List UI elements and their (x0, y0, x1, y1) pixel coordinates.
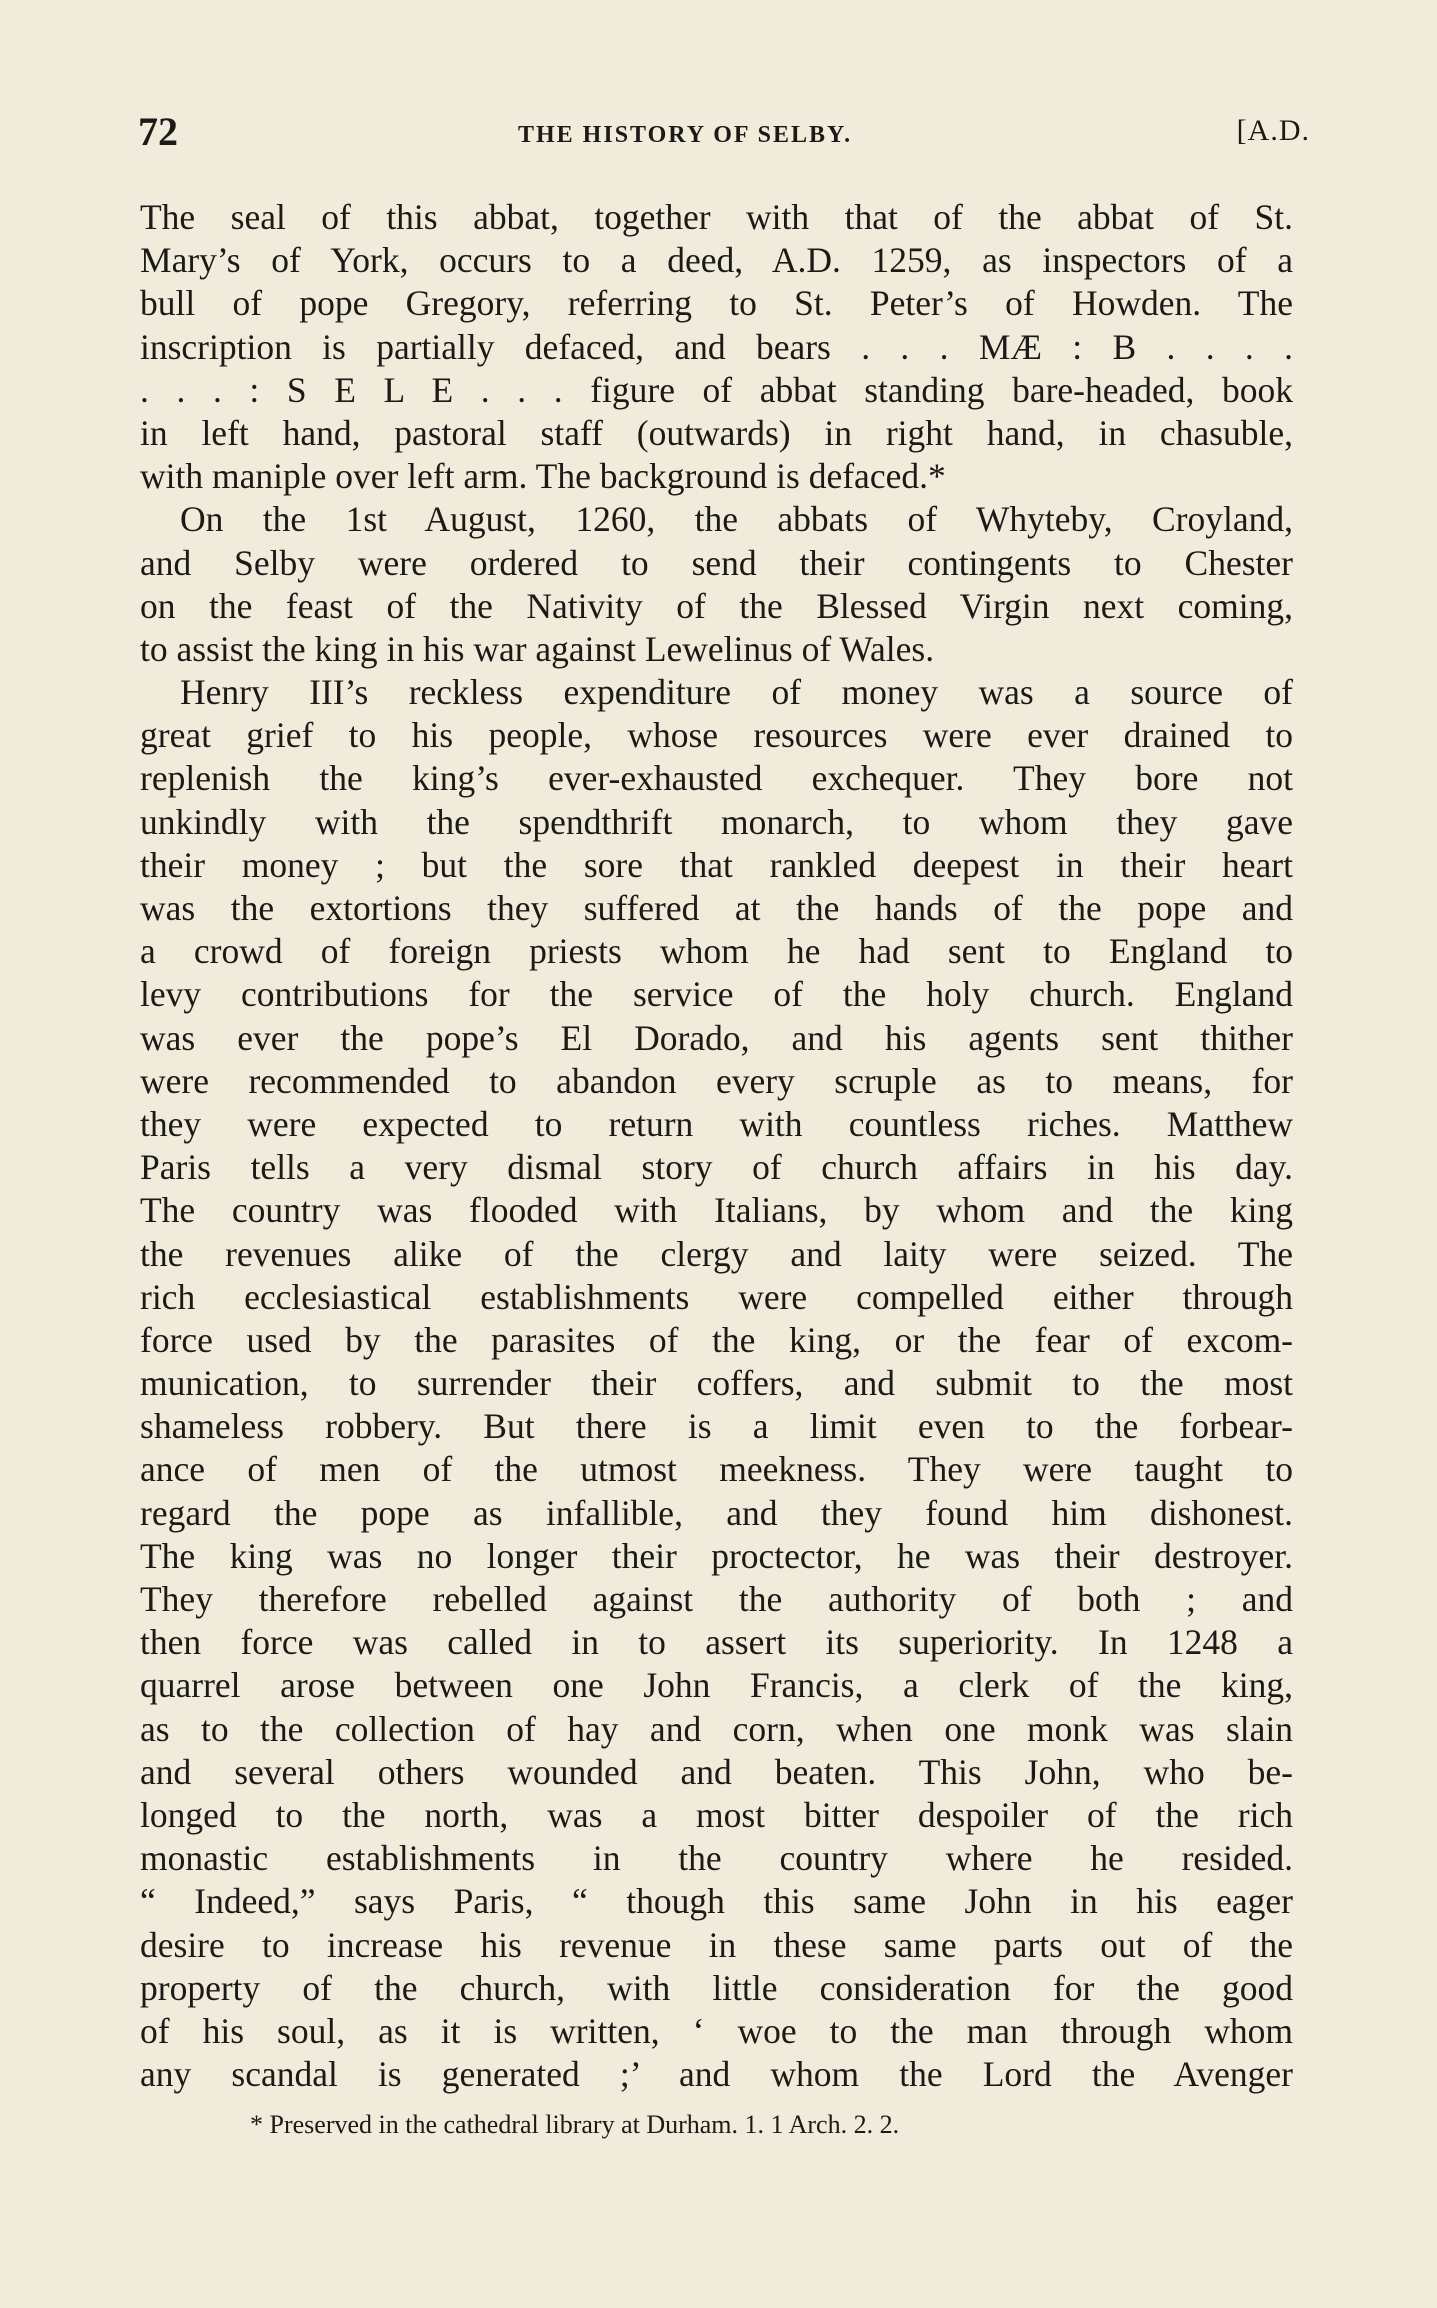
text-line: munication, to surrender their coffers, and submit to the most (140, 1363, 1293, 1404)
page-number: 72 (138, 109, 178, 154)
text-line: monastic establishments in the country where he resided. (140, 1838, 1293, 1879)
text-line: regard the pope as infallible, and they found him dishonest. (140, 1492, 1293, 1533)
text-line: were recommended to abandon every scruple as to means, for (140, 1060, 1293, 1101)
text-line: any scandal is generated ;’ and whom the Lord the Avenger (140, 2054, 1293, 2095)
text-line: levy contributions for the service of the holy church. England (140, 974, 1293, 1015)
text-line: desire to increase his revenue in these same parts out of the (140, 1924, 1293, 1965)
text-line: with maniple over left arm. The background is defaced.* (140, 456, 946, 497)
running-title: THE HISTORY OF SELBY. (518, 122, 853, 148)
text-line: and several others wounded and beaten. This John, who be- (140, 1751, 1293, 1792)
body-text (140, 196, 1293, 2096)
text-line: was the extortions they suffered at the hands of the pope and (140, 888, 1293, 928)
text-line: as to the collection of hay and corn, when one monk was slain (140, 1708, 1293, 1749)
text-line: quarrel arose between one John Francis, a clerk of the king, (140, 1665, 1293, 1706)
text-line: the revenues alike of the clergy and laity were seized. The (140, 1233, 1293, 1274)
text-line: of his soul, as it is written, ‘ woe to the man through whom (140, 2010, 1293, 2051)
text-line: in left hand, pastoral staff (outwards) in right hand, in chasuble, (140, 412, 1293, 453)
text-line: ance of men of the utmost meekness. They were taught to (140, 1449, 1293, 1490)
text-line: on the feast of the Nativity of the Blessed Virgin next coming, (140, 585, 1293, 626)
text-line: . . . : S E L E . . . figure of abbat standing bare-headed, book (140, 369, 1293, 410)
text-line: was ever the pope’s El Dorado, and his agents sent thither (140, 1017, 1293, 1058)
text-line: bull of pope Gregory, referring to St. Peter’s of Howden. The (140, 283, 1293, 324)
text-line: Mary’s of York, occurs to a deed, A.D. 1259, as inspectors of a (140, 240, 1293, 281)
text-line: great grief to his people, whose resources were ever drained to (140, 715, 1293, 756)
text-line: force used by the parasites of the king, or the fear of excom- (140, 1319, 1293, 1360)
text-line: They therefore rebelled against the authority of both ; and (140, 1579, 1293, 1619)
era-marker: [A.D. (1236, 114, 1310, 147)
text-line: shameless robbery. But there is a limit even to the forbear- (140, 1406, 1293, 1447)
text-line: The king was no longer their proctector, he was their destroyer. (140, 1535, 1293, 1576)
text-line: On the 1st August, 1260, the abbats of Whyteby, Croyland, (180, 499, 1293, 540)
text-line: rich ecclesiastical establishments were compelled either through (140, 1276, 1293, 1317)
text-line: they were expected to return with countless riches. Matthew (140, 1103, 1293, 1144)
text-line: longed to the north, was a most bitter despoiler of the rich (140, 1794, 1293, 1835)
text-line: and Selby were ordered to send their contingents to Chester (140, 542, 1293, 583)
footnote: * Preserved in the cathedral library at Durham. 1. 1 Arch. 2. 2. (250, 2110, 900, 2139)
text-line: then force was called in to assert its superiority. In 1248 a (140, 1622, 1293, 1663)
text-line: their money ; but the sore that rankled deepest in their heart (140, 844, 1293, 885)
text-line: Paris tells a very dismal story of church affairs in his day. (140, 1147, 1293, 1188)
text-line: to assist the king in his war against Lewelinus of Wales. (140, 628, 935, 669)
text-line: The seal of this abbat, together with that of the abbat of St. (140, 197, 1293, 237)
text-line: Henry III’s reckless expenditure of money was a source of (180, 672, 1293, 713)
text-line: property of the church, with little consideration for the good (140, 1967, 1293, 2008)
text-line: “ Indeed,” says Paris, “ though this same John in his eager (140, 1881, 1293, 1922)
text-line: a crowd of foreign priests whom he had sent to England to (140, 931, 1293, 972)
text-line: The country was flooded with Italians, by whom and the king (140, 1190, 1293, 1231)
text-line: unkindly with the spendthrift monarch, to whom they gave (140, 801, 1293, 842)
text-line: inscription is partially defaced, and bears . . . MÆ : B . . . . (140, 326, 1293, 367)
page-header (138, 108, 1310, 158)
text-line: replenish the king’s ever-exhausted exchequer. They bore not (140, 758, 1293, 799)
